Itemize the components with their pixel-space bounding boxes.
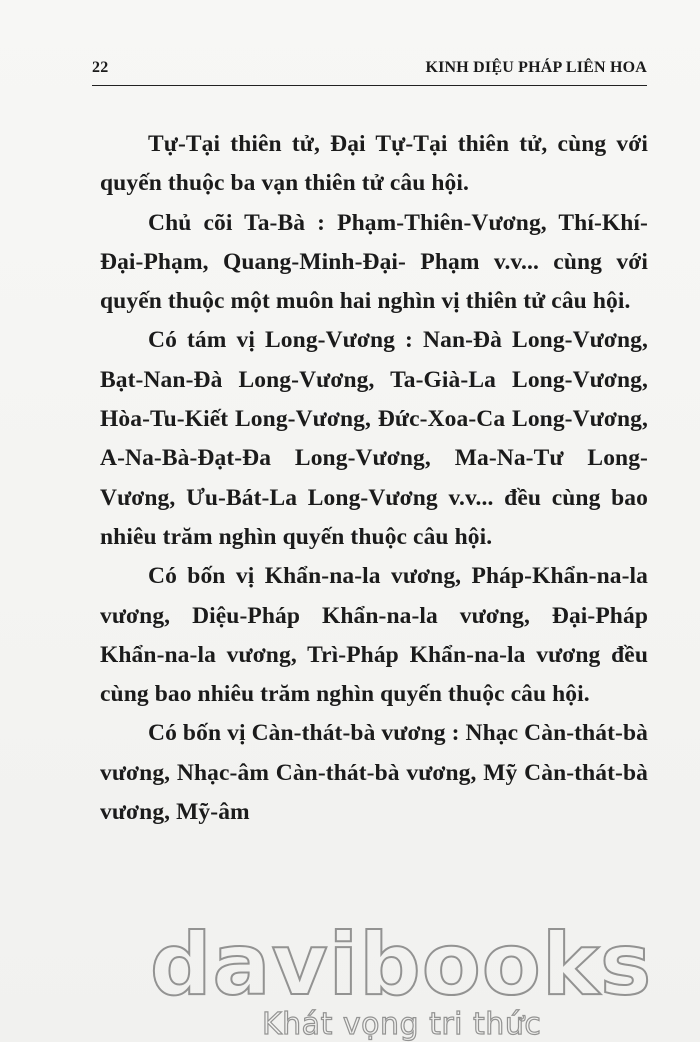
body-text xyxy=(100,125,648,832)
paragraph-3: Có tám vị Long-Vương : Nan-Đà Long-Vương, Bạt-Nan-Đà Long-Vương, Ta-Già-La Long-Vương, Hòa-Tu-Kiết Long-Vương, Đức-Xoa-Ca Long-Vương, A-Na-Bà-Đạt-Đa Long-Vương, Ma-Na-Tư Long-Vương, Ưu-Bát-La Long-Vương v.v... đều cùng bao nhiêu trăm nghìn quyến thuộc câu hội. xyxy=(100,327,648,550)
paragraph-4: Có bốn vị Khẩn-na-la vương, Pháp-Khẩn-na-la vương, Diệu-Pháp Khẩn-na-la vương, Đại-Pháp Khẩn-na-la vương, Trì-Pháp Khẩn-na-la vương đều cùng bao nhiêu trăm nghìn quyến thuộc câu hội. xyxy=(100,563,648,708)
page-number: 22 xyxy=(92,59,109,76)
paragraph-5: Có bốn vị Càn-thát-bà vương : Nhạc Càn-thát-bà vương, Nhạc-âm Càn-thát-bà vương, Mỹ Càn-thát-bà vương, Mỹ-âm xyxy=(100,720,648,826)
page-header xyxy=(92,57,647,81)
running-title: KINH DIỆU PHÁP LIÊN HOA xyxy=(425,59,647,76)
watermark-tagline: Khát vọng tri thức xyxy=(262,1007,542,1042)
paragraph-1: Tự-Tại thiên tử, Đại Tự-Tại thiên tử, cùng với quyến thuộc ba vạn thiên tử câu hội. xyxy=(100,131,648,197)
watermark-brand: davibooks xyxy=(150,915,653,1015)
paragraph-2: Chủ cõi Ta-Bà : Phạm-Thiên-Vương, Thí-Khí-Đại-Phạm, Quang-Minh-Đại- Phạm v.v... cùng với quyến thuộc một muôn hai nghìn vị thiên tử câu hội. xyxy=(100,209,648,315)
watermark xyxy=(0,915,700,1042)
header-rule xyxy=(92,85,647,86)
